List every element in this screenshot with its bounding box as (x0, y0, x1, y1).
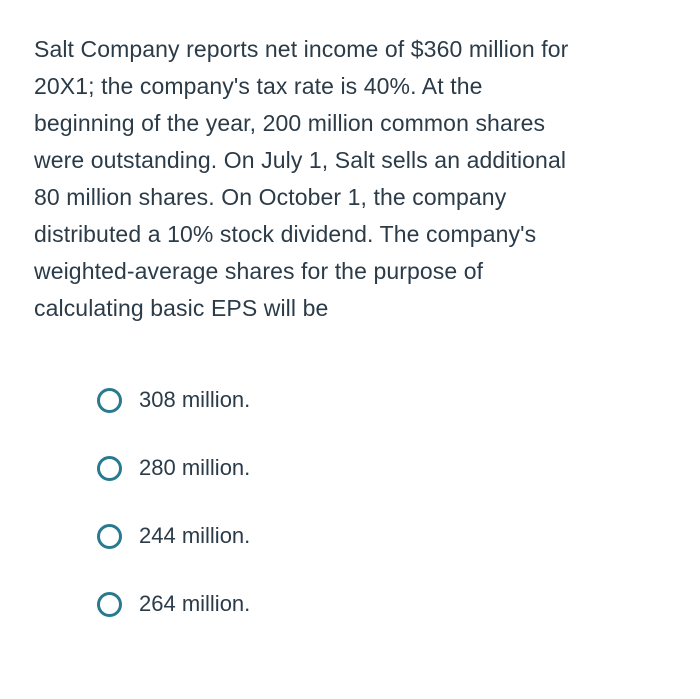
answer-option-2[interactable] (97, 448, 250, 488)
answer-option-label[interactable]: 244 million. (139, 523, 251, 548)
question-line: distributed a 10% stock dividend. The company's (34, 221, 537, 247)
answer-option-label[interactable]: 264 million. (139, 591, 251, 616)
radio-button-icon[interactable] (97, 456, 122, 481)
radio-button-icon[interactable] (97, 388, 122, 413)
question-text (34, 31, 674, 327)
question-container (34, 31, 674, 327)
question-line: calculating basic EPS will be (34, 295, 329, 321)
question-line: were outstanding. On July 1, Salt sells an additional (34, 147, 567, 173)
question-line: Salt Company reports net income of $360 million for (34, 36, 569, 62)
question-line: 20X1; the company's tax rate is 40%. At the (34, 73, 483, 99)
question-line: weighted-average shares for the purpose of (34, 258, 484, 284)
question-line: beginning of the year, 200 million common shares (34, 110, 546, 136)
answer-option-label[interactable]: 308 million. (139, 387, 251, 412)
radio-button-icon[interactable] (97, 524, 122, 549)
answer-option-1[interactable] (97, 380, 250, 420)
question-line: 80 million shares. On October 1, the company (34, 184, 507, 210)
answer-option-label[interactable]: 280 million. (139, 455, 251, 480)
answer-option-3[interactable] (97, 516, 250, 556)
answer-options (97, 380, 250, 652)
answer-option-4[interactable] (97, 584, 250, 624)
radio-button-icon[interactable] (97, 592, 122, 617)
